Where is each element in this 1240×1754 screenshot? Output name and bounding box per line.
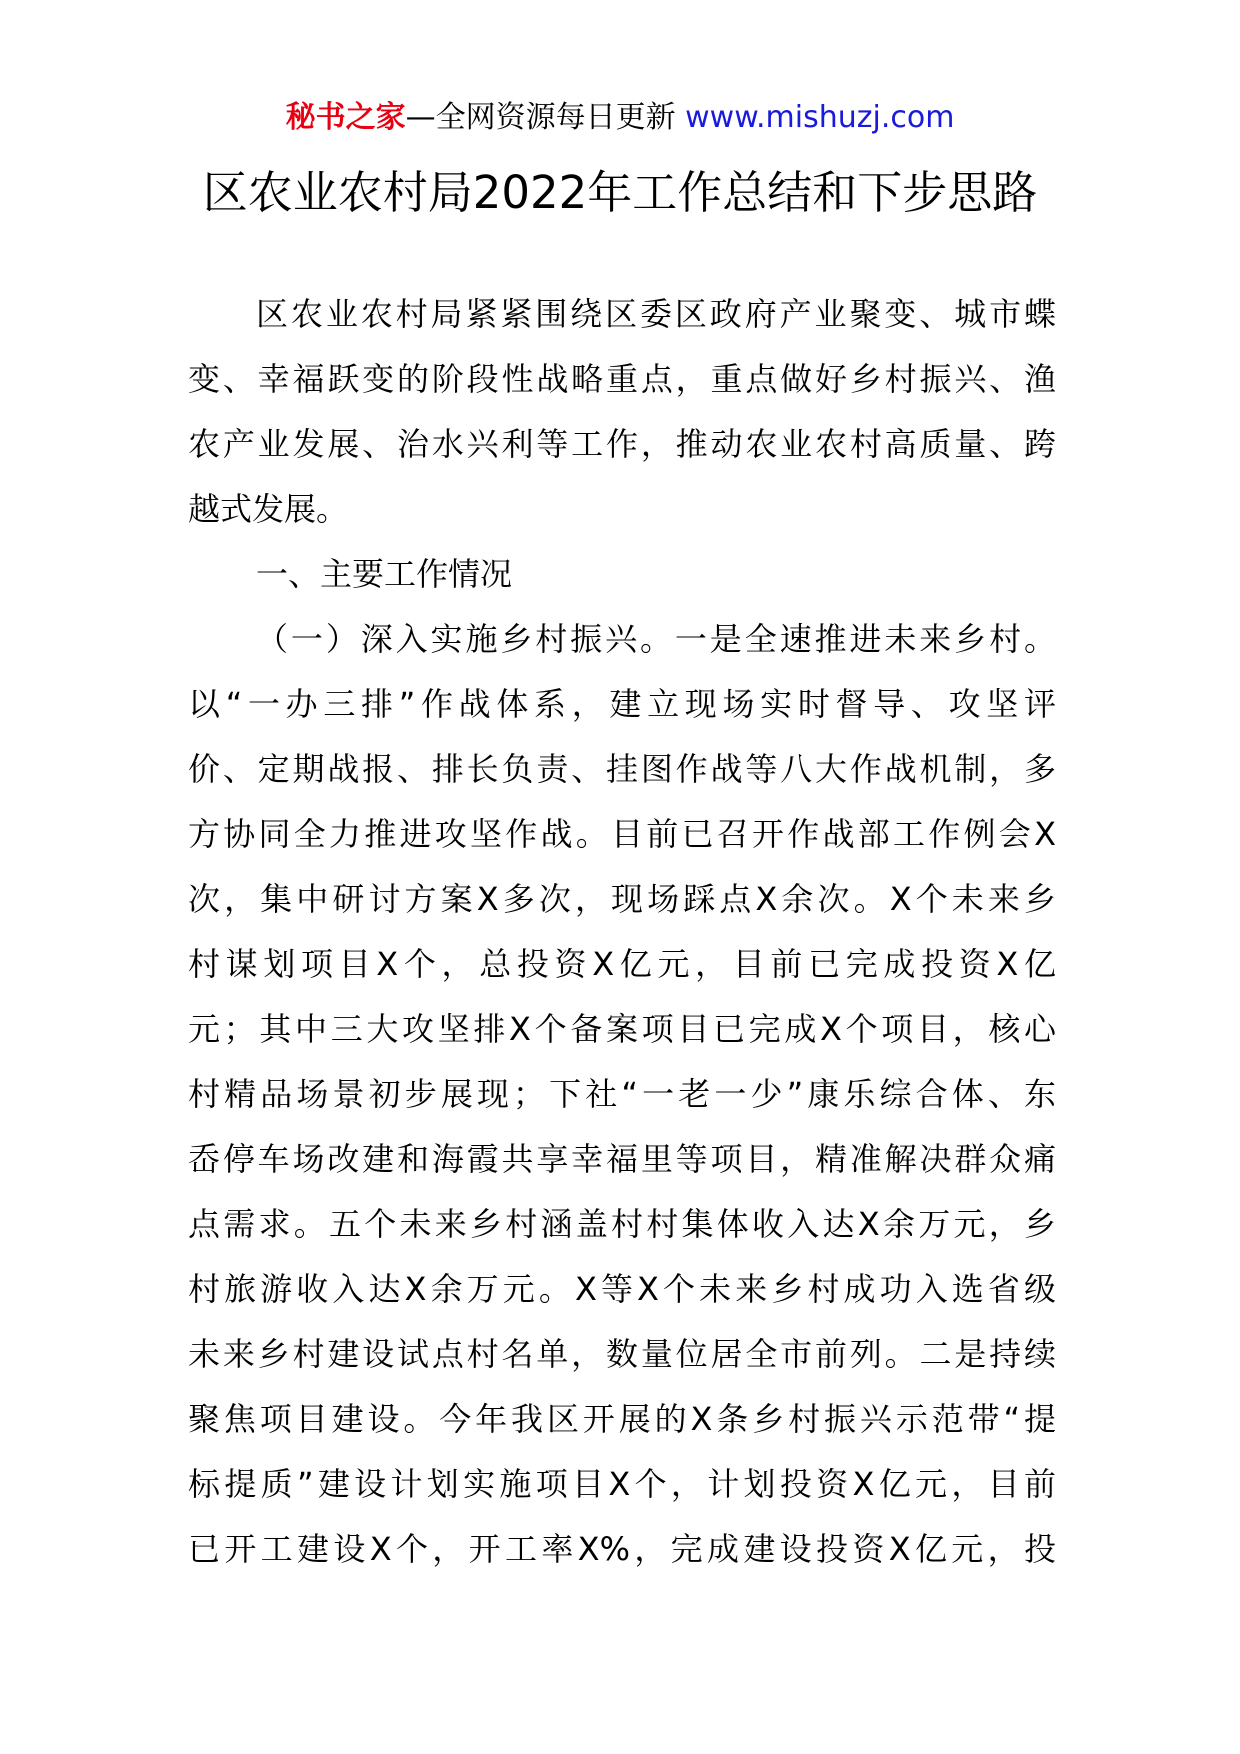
body-line: 已开工建设X个，开工率X%，完成建设投资X亿元，投: [188, 1530, 1056, 1568]
body-line: 元；其中三大攻坚排X个备案项目已完成X个项目，核心: [188, 1010, 1056, 1048]
document-title: 区农业农村局2022年工作总结和下步思路: [202, 166, 1038, 219]
body-line: 聚焦项目建设。今年我区开展的X条乡村振兴示范带“提: [188, 1400, 1056, 1438]
body-line: 点需求。五个未来乡村涵盖村村集体收入达X余万元，乡: [188, 1205, 1056, 1243]
body-line: 以“一办三排”作战体系，建立现场实时督导、攻坚评: [188, 685, 1056, 723]
body-line: 方协同全力推进攻坚作战。目前已召开作战部工作例会X: [188, 815, 1056, 853]
body-line: 村精品场景初步展现；下社“一老一少”康乐综合体、东: [188, 1075, 1056, 1113]
body-line: 岙停车场改建和海霞共享幸福里等项目，精准解决群众痛: [188, 1140, 1056, 1178]
watermark-header: [0, 98, 1240, 138]
body-line: 村谋划项目X个，总投资X亿元，目前已完成投资X亿: [188, 945, 1056, 983]
header-brand: 秘书之家: [285, 100, 406, 135]
body-line: 变、幸福跃变的阶段性战略重点，重点做好乡村振兴、渔: [188, 360, 1056, 398]
header-url: www.mishuzj.com: [685, 100, 955, 135]
body-line: 价、定期战报、排长负责、挂图作战等八大作战机制，多: [188, 750, 1056, 788]
body-line: 次，集中研讨方案X多次，现场踩点X余次。X个未来乡: [188, 880, 1056, 918]
document-body: [188, 294, 1056, 1594]
body-line: 标提质”建设计划实施项目X个，计划投资X亿元，目前: [188, 1465, 1056, 1503]
body-line: 区农业农村局紧紧围绕区委区政府产业聚变、城市蝶: [256, 295, 1056, 333]
body-line: 未来乡村建设试点村名单，数量位居全市前列。二是持续: [188, 1335, 1056, 1373]
body-line: 村旅游收入达X余万元。X等X个未来乡村成功入选省级: [188, 1270, 1056, 1308]
body-line: 农产业发展、治水兴利等工作，推动农业农村高质量、跨: [188, 425, 1056, 463]
header-slogan: —全网资源每日更新: [405, 100, 676, 135]
section-heading: 一、主要工作情况: [256, 555, 513, 593]
body-line: （一）深入实施乡村振兴。一是全速推进未来乡村。: [256, 620, 1056, 658]
body-line: 越式发展。: [188, 490, 349, 528]
